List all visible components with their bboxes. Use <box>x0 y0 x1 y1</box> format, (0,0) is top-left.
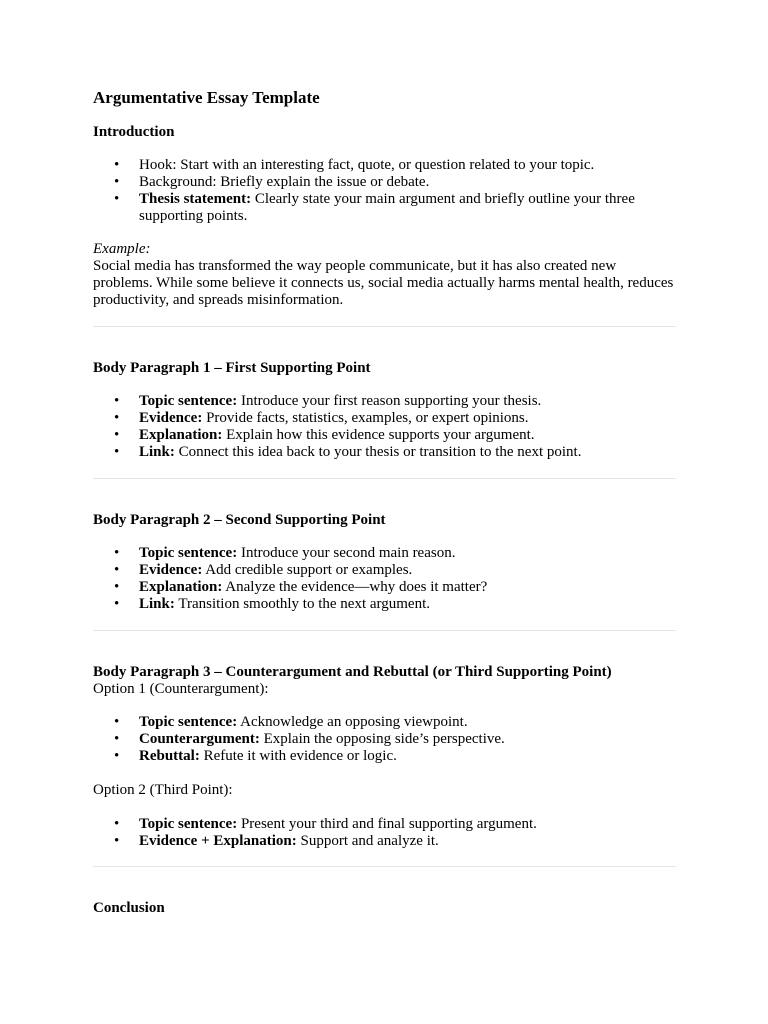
section-heading-conclusion: Conclusion <box>93 900 165 916</box>
list-item: • Topic sentence: Introduce your second main reason. <box>93 545 676 562</box>
list-item: • Link: Connect this idea back to your thesis or transition to the next point. <box>93 444 676 461</box>
list-item: • Rebuttal: Refute it with evidence or logic. <box>93 748 676 765</box>
section-divider <box>93 630 676 631</box>
option2-list <box>93 816 676 850</box>
section-divider <box>93 478 676 479</box>
example-label: Example: <box>93 241 151 257</box>
section-heading-body-3: Body Paragraph 3 – Counterargument and Rebuttal (or Third Supporting Point) <box>93 664 612 680</box>
list-item: • Topic sentence: Present your third and final supporting argument. <box>93 816 676 833</box>
section-heading-introduction: Introduction <box>93 124 175 140</box>
list-item: • Hook: Start with an interesting fact, quote, or question related to your topic. <box>93 157 676 174</box>
list-item: • Explanation: Explain how this evidence supports your argument. <box>93 427 676 444</box>
example-text: Social media has transformed the way people communicate, but it has also created new problems. While some believe it connects us, social media actually harms mental health, reduces productivity, and spreads misinformation. <box>93 258 674 308</box>
intro-list <box>93 157 676 225</box>
list-item: • Explanation: Analyze the evidence—why does it matter? <box>93 579 676 596</box>
list-item: • Link: Transition smoothly to the next argument. <box>93 596 676 613</box>
section-heading-body-2: Body Paragraph 2 – Second Supporting Point <box>93 512 386 528</box>
body2-list <box>93 545 676 613</box>
option-2-label: Option 2 (Third Point): <box>93 782 233 798</box>
section-heading-body-1: Body Paragraph 1 – First Supporting Point <box>93 360 371 376</box>
option-1-label: Option 1 (Counterargument): <box>93 681 269 697</box>
section-divider <box>93 326 676 327</box>
list-item: • Topic sentence: Introduce your first reason supporting your thesis. <box>93 393 676 410</box>
document-title: Argumentative Essay Template <box>93 88 320 107</box>
list-item: • Evidence: Provide facts, statistics, examples, or expert opinions. <box>93 410 676 427</box>
list-item: • Thesis statement: Clearly state your main argument and briefly outline your three supporting points. <box>93 191 676 225</box>
list-item: • Topic sentence: Acknowledge an opposing viewpoint. <box>93 714 676 731</box>
section-divider <box>93 866 676 867</box>
list-item: • Background: Briefly explain the issue or debate. <box>93 174 676 191</box>
option1-list <box>93 714 676 765</box>
list-item: • Evidence + Explanation: Support and analyze it. <box>93 833 676 850</box>
body1-list <box>93 393 676 461</box>
list-item: • Counterargument: Explain the opposing side’s perspective. <box>93 731 676 748</box>
list-item: • Evidence: Add credible support or examples. <box>93 562 676 579</box>
